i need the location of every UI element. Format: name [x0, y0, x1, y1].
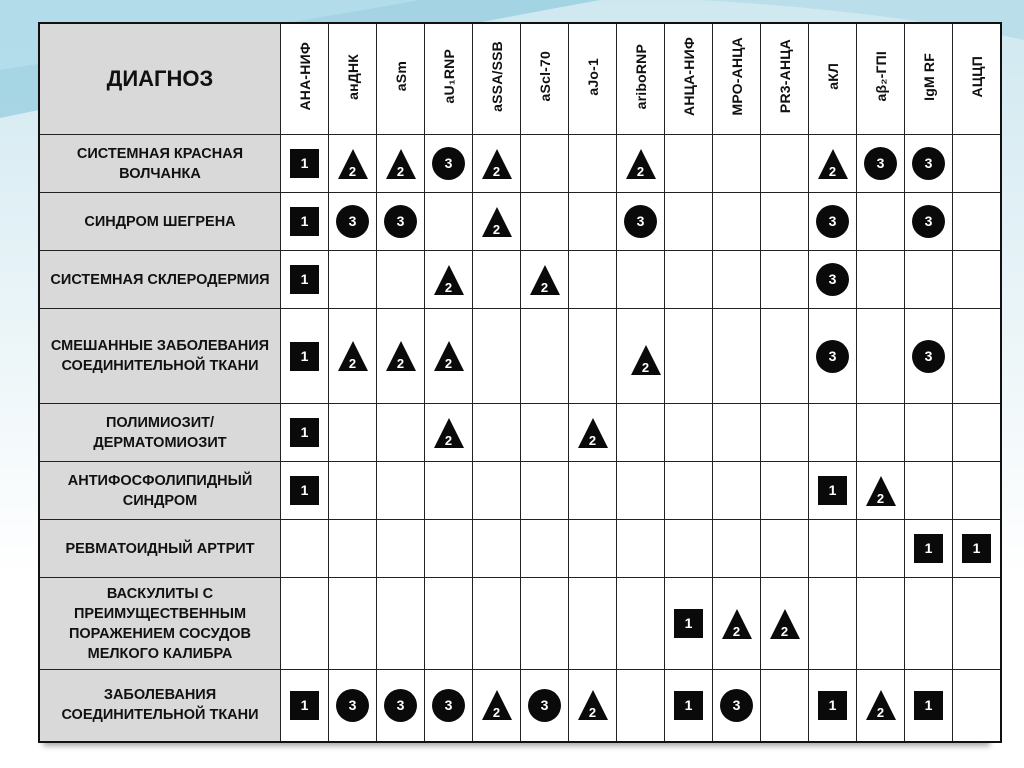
- table-cell: [761, 404, 809, 462]
- table-cell: [521, 578, 569, 670]
- table-cell: [809, 520, 857, 578]
- circle-marker: 3: [912, 147, 945, 180]
- table-cell: [569, 578, 617, 670]
- table-cell: [617, 193, 665, 251]
- square-marker: 1: [674, 691, 703, 720]
- square-marker: 1: [290, 418, 319, 447]
- table-cell: [569, 404, 617, 462]
- triangle-marker: [630, 344, 662, 376]
- diagnosis-label: АНТИФОСФОЛИПИДНЫЙ СИНДРОМ: [39, 462, 281, 520]
- triangle-marker-value: 2: [828, 163, 837, 179]
- table-cell: [473, 404, 521, 462]
- table-cell: [329, 462, 377, 520]
- table-cell: [521, 670, 569, 742]
- table-cell: [521, 251, 569, 309]
- triangle-marker-value: 2: [641, 360, 650, 375]
- table-cell: [473, 309, 521, 404]
- table-cell: [329, 520, 377, 578]
- triangle-marker-value: 2: [444, 356, 453, 371]
- diagnosis-label: СИНДРОМ ШЕГРЕНА: [39, 193, 281, 251]
- triangle-marker: [433, 264, 465, 296]
- table-cell: [809, 670, 857, 742]
- square-marker: 1: [290, 265, 319, 294]
- table-cell: [953, 193, 1002, 251]
- table-cell: [857, 462, 905, 520]
- table-cell: [905, 670, 953, 742]
- circle-marker: 3: [336, 205, 369, 238]
- table-cell: [425, 309, 473, 404]
- triangle-marker: [865, 475, 897, 507]
- column-header: [329, 23, 377, 135]
- triangle-marker-value: 2: [876, 490, 885, 506]
- table-cell: [473, 670, 521, 742]
- triangle-marker-value: 2: [396, 356, 405, 371]
- table-cell: [905, 135, 953, 193]
- column-header: [569, 23, 617, 135]
- table-cell: [569, 520, 617, 578]
- table-cell: [425, 251, 473, 309]
- column-header: [377, 23, 425, 135]
- triangle-marker-value: 2: [588, 432, 597, 448]
- table-cell: [329, 404, 377, 462]
- column-header: [665, 23, 713, 135]
- table-cell: [569, 309, 617, 404]
- circle-marker: 3: [384, 205, 417, 238]
- square-marker: 1: [914, 691, 943, 720]
- square-marker: 1: [290, 476, 319, 505]
- table-cell: [761, 670, 809, 742]
- table-cell: [377, 404, 425, 462]
- table-row: [39, 670, 1001, 742]
- table-cell: [281, 520, 329, 578]
- table-cell: [425, 462, 473, 520]
- triangle-marker-value: 2: [492, 221, 501, 237]
- table-cell: [761, 251, 809, 309]
- table-row: [39, 309, 1001, 404]
- triangle-marker-value: 2: [444, 432, 453, 448]
- triangle-marker-value: 2: [540, 279, 549, 295]
- triangle-marker: [625, 148, 657, 180]
- column-header-label: aScl-70: [536, 51, 553, 102]
- table-cell: [857, 193, 905, 251]
- table-cell: [665, 670, 713, 742]
- table-cell: [953, 251, 1002, 309]
- table-cell: [761, 578, 809, 670]
- table-cell: [617, 520, 665, 578]
- triangle-marker-value: 2: [780, 623, 789, 639]
- triangle-marker-value: 2: [348, 356, 357, 371]
- diagnosis-label: СИСТЕМНАЯ КРАСНАЯ ВОЛЧАНКА: [39, 135, 281, 193]
- column-header-label: aSm: [392, 61, 409, 92]
- triangle-marker: [337, 148, 369, 180]
- table-cell: [953, 309, 1002, 404]
- table-cell: [617, 462, 665, 520]
- column-header-label: аКЛ: [824, 63, 841, 90]
- circle-marker: 3: [912, 205, 945, 238]
- triangle-marker: [817, 148, 849, 180]
- column-header: [281, 23, 329, 135]
- triangle-marker: [337, 340, 369, 372]
- table-cell: [809, 404, 857, 462]
- table-cell: [665, 251, 713, 309]
- table-cell: [713, 135, 761, 193]
- table-cell: [425, 193, 473, 251]
- square-marker: 1: [914, 534, 943, 563]
- table-cell: [713, 251, 761, 309]
- table-row: [39, 193, 1001, 251]
- diagnosis-label: СИСТЕМНАЯ СКЛЕРОДЕРМИЯ: [39, 251, 281, 309]
- diagnosis-label: ПОЛИМИОЗИТ/ ДЕРМАТОМИОЗИТ: [39, 404, 281, 462]
- triangle-marker: [481, 206, 513, 238]
- table-cell: [617, 578, 665, 670]
- table-cell: [329, 251, 377, 309]
- corner-header: ДИАГНОЗ: [39, 23, 281, 135]
- table-cell: [953, 135, 1002, 193]
- table-cell: [905, 462, 953, 520]
- table-cell: [713, 404, 761, 462]
- column-header-label: АНЦА-НИФ: [680, 37, 697, 116]
- table-cell: [953, 404, 1002, 462]
- triangle-marker: [577, 417, 609, 449]
- triangle-marker-value: 2: [492, 163, 501, 179]
- table-cell: [617, 404, 665, 462]
- table-cell: [713, 520, 761, 578]
- table-cell: [857, 251, 905, 309]
- table-cell: [473, 135, 521, 193]
- table-cell: [377, 135, 425, 193]
- column-header: [713, 23, 761, 135]
- table-cell: [329, 309, 377, 404]
- table-cell: [665, 193, 713, 251]
- table-cell: [713, 670, 761, 742]
- triangle-marker: [481, 148, 513, 180]
- column-header: [809, 23, 857, 135]
- column-header-label: aSSA/SSB: [488, 41, 505, 112]
- circle-marker: 3: [864, 147, 897, 180]
- square-marker: 1: [962, 534, 991, 563]
- table-cell: [569, 670, 617, 742]
- square-marker: 1: [290, 149, 319, 178]
- table-cell: [905, 578, 953, 670]
- table-cell: [377, 462, 425, 520]
- table-cell: [809, 251, 857, 309]
- column-header: [425, 23, 473, 135]
- table-cell: [569, 135, 617, 193]
- table-cell: [425, 578, 473, 670]
- table-cell: [377, 670, 425, 742]
- table-cell: [809, 193, 857, 251]
- table-cell: [425, 135, 473, 193]
- table-body: [39, 135, 1001, 742]
- table-row: [39, 520, 1001, 578]
- table-cell: [761, 135, 809, 193]
- table-cell: [377, 520, 425, 578]
- table-cell: [857, 578, 905, 670]
- table-row: [39, 251, 1001, 309]
- table-cell: [857, 670, 905, 742]
- column-header-label: АЦЦП: [968, 55, 985, 98]
- circle-marker: 3: [432, 689, 465, 722]
- table-cell: [425, 520, 473, 578]
- table-cell: [665, 578, 713, 670]
- circle-marker: 3: [528, 689, 561, 722]
- column-header: [521, 23, 569, 135]
- table-row: [39, 135, 1001, 193]
- table-cell: [521, 309, 569, 404]
- table-cell: [665, 462, 713, 520]
- triangle-marker-value: 2: [876, 705, 885, 721]
- square-marker: 1: [674, 609, 703, 638]
- triangle-marker: [385, 340, 417, 372]
- table-cell: [473, 193, 521, 251]
- table-cell: [665, 520, 713, 578]
- triangle-marker: [721, 608, 753, 640]
- table-cell: [473, 251, 521, 309]
- table-cell: [281, 251, 329, 309]
- table-cell: [473, 520, 521, 578]
- triangle-marker: [433, 417, 465, 449]
- table-cell: [617, 309, 665, 404]
- triangle-marker-value: 2: [588, 705, 597, 721]
- circle-marker: 3: [816, 205, 849, 238]
- table-cell: [281, 670, 329, 742]
- table-cell: [377, 193, 425, 251]
- table-row: [39, 462, 1001, 520]
- table-cell: [953, 670, 1002, 742]
- triangle-marker-value: 2: [492, 705, 501, 721]
- table-cell: [665, 135, 713, 193]
- triangle-marker: [385, 148, 417, 180]
- table-cell: [281, 193, 329, 251]
- circle-marker: 3: [816, 263, 849, 296]
- header-row: [39, 23, 1001, 135]
- table-cell: [905, 251, 953, 309]
- column-header-label: aU₁RNP: [440, 49, 457, 104]
- diagnosis-label: ЗАБОЛЕВАНИЯ СОЕДИНИТЕЛЬНОЙ ТКАНИ: [39, 670, 281, 742]
- table-cell: [761, 309, 809, 404]
- table-cell: [857, 404, 905, 462]
- table-cell: [953, 462, 1002, 520]
- triangle-marker: [481, 689, 513, 721]
- triangle-marker: [769, 608, 801, 640]
- table-cell: [617, 135, 665, 193]
- table-cell: [281, 462, 329, 520]
- table-cell: [905, 193, 953, 251]
- triangle-marker: [529, 264, 561, 296]
- table-cell: [809, 462, 857, 520]
- column-header-label: IgM RF: [920, 52, 937, 101]
- table-cell: [329, 578, 377, 670]
- table-cell: [281, 309, 329, 404]
- circle-marker: 3: [624, 205, 657, 238]
- table-cell: [713, 578, 761, 670]
- table-cell: [521, 193, 569, 251]
- column-header-label: МРО-АНЦА: [728, 37, 745, 116]
- column-header: [857, 23, 905, 135]
- table-cell: [617, 251, 665, 309]
- diagnosis-label: СМЕШАННЫЕ ЗАБОЛЕВАНИЯ СОЕДИНИТЕЛЬНОЙ ТКАНИ: [39, 309, 281, 404]
- table-cell: [521, 462, 569, 520]
- table-cell: [905, 404, 953, 462]
- triangle-marker-value: 2: [348, 163, 357, 179]
- triangle-marker: [865, 689, 897, 721]
- table-cell: [569, 462, 617, 520]
- circle-marker: 3: [384, 689, 417, 722]
- triangle-marker-value: 2: [444, 279, 453, 295]
- column-header-label: aJo-1: [584, 57, 601, 96]
- square-marker: 1: [818, 476, 847, 505]
- table-cell: [425, 670, 473, 742]
- table-cell: [377, 251, 425, 309]
- column-header: [953, 23, 1002, 135]
- table-cell: [569, 251, 617, 309]
- table-cell: [281, 578, 329, 670]
- diagnosis-label: РЕВМАТОИДНЫЙ АРТРИТ: [39, 520, 281, 578]
- table-cell: [473, 462, 521, 520]
- table-cell: [473, 578, 521, 670]
- square-marker: 1: [290, 207, 319, 236]
- table-cell: [713, 462, 761, 520]
- square-marker: 1: [290, 691, 319, 720]
- table-cell: [857, 520, 905, 578]
- table-cell: [521, 520, 569, 578]
- table-cell: [857, 309, 905, 404]
- table-cell: [425, 404, 473, 462]
- table-cell: [809, 309, 857, 404]
- column-header: [617, 23, 665, 135]
- table-cell: [953, 520, 1002, 578]
- table-cell: [377, 578, 425, 670]
- table-cell: [521, 135, 569, 193]
- table-cell: [857, 135, 905, 193]
- circle-marker: 3: [720, 689, 753, 722]
- table-cell: [761, 462, 809, 520]
- triangle-marker-value: 2: [396, 163, 405, 179]
- square-marker: 1: [290, 342, 319, 371]
- table-row: [39, 404, 1001, 462]
- circle-marker: 3: [432, 147, 465, 180]
- table-cell: [665, 309, 713, 404]
- triangle-marker-value: 2: [636, 163, 645, 179]
- triangle-marker: [433, 340, 465, 372]
- table-cell: [329, 670, 377, 742]
- table-cell: [809, 135, 857, 193]
- table-cell: [713, 309, 761, 404]
- circle-marker: 3: [816, 340, 849, 373]
- table-cell: [713, 193, 761, 251]
- diagnosis-label: ВАСКУЛИТЫ С ПРЕИМУЩЕСТВЕННЫМ ПОРАЖЕНИЕМ СОСУДОВ МЕЛКОГО КАЛИБРА: [39, 578, 281, 670]
- table-cell: [329, 135, 377, 193]
- table-cell: [569, 193, 617, 251]
- triangle-marker: [577, 689, 609, 721]
- table-row: [39, 578, 1001, 670]
- table-cell: [521, 404, 569, 462]
- column-header-label: анДНК: [344, 53, 361, 100]
- table-cell: [761, 193, 809, 251]
- diagnosis-table: [38, 22, 1002, 743]
- column-header-label: ariboRNP: [632, 43, 649, 110]
- table-cell: [377, 309, 425, 404]
- triangle-marker-value: 2: [732, 623, 741, 639]
- column-header: [905, 23, 953, 135]
- table-cell: [809, 578, 857, 670]
- table-cell: [281, 404, 329, 462]
- table-cell: [905, 520, 953, 578]
- table-cell: [761, 520, 809, 578]
- table-cell: [665, 404, 713, 462]
- column-header-label: aβ₂-ГПI: [872, 51, 889, 102]
- circle-marker: 3: [336, 689, 369, 722]
- table-cell: [617, 670, 665, 742]
- column-header: [761, 23, 809, 135]
- column-header-label: АНА-НИФ: [296, 42, 313, 111]
- circle-marker: 3: [912, 340, 945, 373]
- table-cell: [905, 309, 953, 404]
- table-cell: [281, 135, 329, 193]
- table-cell: [953, 578, 1002, 670]
- square-marker: 1: [818, 691, 847, 720]
- column-header: [473, 23, 521, 135]
- table-cell: [329, 193, 377, 251]
- column-header-label: PR3-АНЦА: [776, 39, 793, 114]
